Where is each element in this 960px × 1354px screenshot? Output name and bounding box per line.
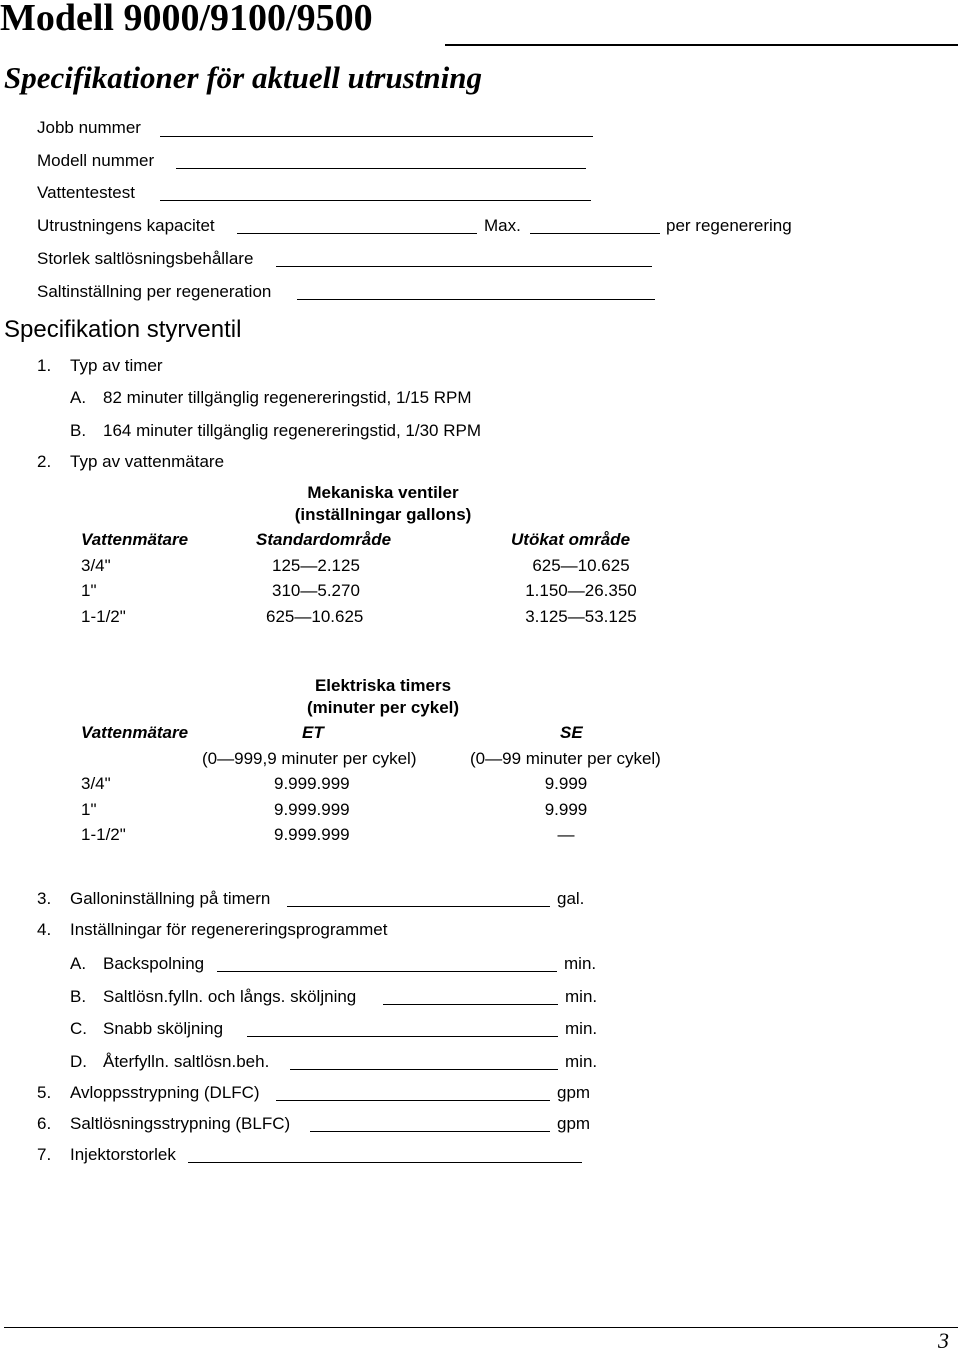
elec-row-et: 9.999.999 — [274, 825, 350, 844]
injector-size-field[interactable] — [188, 1162, 582, 1163]
header-rule — [445, 44, 958, 46]
item3-number: 3. — [37, 889, 52, 908]
capacity-per-label: per regenerering — [666, 216, 792, 235]
mech-table-title: Mekaniska ventiler — [307, 483, 459, 502]
item1-label: Typ av timer — [70, 356, 163, 375]
brine-refill-field[interactable] — [290, 1069, 558, 1070]
item4d-label: Återfylln. saltlösn.beh. — [103, 1052, 270, 1071]
elec-row-se: — — [557, 825, 575, 844]
mech-row-standard: 625—10.625 — [266, 607, 364, 626]
mech-row-meter: 1-1/2" — [81, 607, 126, 626]
item4d-unit: min. — [565, 1052, 598, 1071]
model-number-field[interactable] — [176, 168, 586, 169]
mech-row-extended: 625—10.625 — [532, 556, 630, 575]
item4-number: 4. — [37, 920, 52, 939]
item1b-letter: B. — [70, 421, 87, 440]
elec-subheader-et: (0—999,9 minuter per cykel) — [202, 749, 417, 768]
mech-header-extended: Utökat område — [511, 530, 631, 549]
capacity-field[interactable] — [237, 233, 477, 234]
elec-row-se: 9.999 — [544, 774, 588, 793]
item4-label: Inställningar för regenereringsprogrammet — [70, 920, 388, 939]
mech-row-standard: 125—2.125 — [272, 556, 360, 575]
item3-unit: gal. — [557, 889, 585, 908]
capacity-max-field[interactable] — [530, 233, 660, 234]
item4a-letter: A. — [70, 954, 87, 973]
elec-row-meter: 1" — [81, 800, 97, 819]
salt-setting-label: Saltinställning per regeneration — [37, 282, 272, 301]
elec-row-et: 9.999.999 — [274, 800, 350, 819]
job-number-field[interactable] — [160, 136, 593, 137]
item4a-label: Backspolning — [103, 954, 205, 973]
elec-table-title: Elektriska timers — [314, 676, 452, 695]
brine-tank-size-label: Storlek saltlösningsbehållare — [37, 249, 254, 268]
elec-table-subtitle: (minuter per cykel) — [306, 698, 460, 717]
item3-label: Galloninställning på timern — [70, 889, 271, 908]
item4c-label: Snabb sköljning — [103, 1019, 224, 1038]
mech-row-extended: 3.125—53.125 — [525, 607, 637, 626]
mech-table-subtitle: (inställningar gallons) — [294, 505, 472, 524]
item4b-letter: B. — [70, 987, 87, 1006]
section-title: Specifikationer för aktuell utrustning — [4, 60, 483, 95]
item5-number: 5. — [37, 1083, 52, 1102]
item6-label: Saltlösningsstrypning (BLFC) — [70, 1114, 291, 1133]
water-test-label: Vattentestest — [37, 183, 135, 202]
item1-number: 1. — [37, 356, 52, 375]
elec-row-meter: 3/4" — [81, 774, 111, 793]
item6-unit: gpm — [557, 1114, 591, 1133]
backwash-field[interactable] — [217, 971, 557, 972]
item5-unit: gpm — [557, 1083, 591, 1102]
mech-row-standard: 310—5.270 — [272, 581, 360, 600]
item4b-unit: min. — [565, 987, 598, 1006]
capacity-max-label: Max. — [484, 216, 521, 235]
item4d-letter: D. — [70, 1052, 87, 1071]
item2-label: Typ av vattenmätare — [70, 452, 225, 471]
model-number-label: Modell nummer — [37, 151, 155, 170]
elec-header-et: ET — [302, 723, 324, 742]
mech-header-standard: Standardområde — [256, 530, 392, 549]
elec-row-meter: 1-1/2" — [81, 825, 126, 844]
mech-header-meter: Vattenmätare — [81, 530, 189, 549]
item1a-label: 82 minuter tillgänglig regenereringstid, 1/15 RPM — [103, 388, 472, 407]
item4c-letter: C. — [70, 1019, 87, 1038]
salt-setting-field[interactable] — [297, 299, 655, 300]
item7-label: Injektorstorlek — [70, 1145, 176, 1164]
item7-number: 7. — [37, 1145, 52, 1164]
control-valve-title: Specifikation styrventil — [4, 316, 242, 343]
fast-rinse-field[interactable] — [247, 1036, 558, 1037]
elec-header-meter: Vattenmätare — [81, 723, 189, 742]
job-number-label: Jobb nummer — [37, 118, 141, 137]
page-title: Modell 9000/9100/9500 — [0, 0, 373, 39]
gallon-setting-field[interactable] — [287, 906, 550, 907]
brine-tank-size-field[interactable] — [276, 266, 652, 267]
water-test-field[interactable] — [160, 200, 591, 201]
item4c-unit: min. — [565, 1019, 598, 1038]
item5-label: Avloppsstrypning (DLFC) — [70, 1083, 260, 1102]
item6-number: 6. — [37, 1114, 52, 1133]
elec-header-se: SE — [560, 723, 583, 742]
footer-rule — [4, 1327, 958, 1328]
elec-row-se: 9.999 — [544, 800, 588, 819]
item4a-unit: min. — [564, 954, 597, 973]
item4b-label: Saltlösn.fylln. och långs. sköljning — [103, 987, 357, 1006]
item1b-label: 164 minuter tillgänglig regenereringstid, 1/30 RPM — [103, 421, 481, 440]
mech-row-meter: 1" — [81, 581, 97, 600]
mech-row-extended: 1.150—26.350 — [525, 581, 637, 600]
mech-row-meter: 3/4" — [81, 556, 111, 575]
brine-fill-rinse-field[interactable] — [383, 1004, 558, 1005]
elec-subheader-se: (0—99 minuter per cykel) — [470, 749, 661, 768]
item1a-letter: A. — [70, 388, 87, 407]
dlfc-field[interactable] — [276, 1100, 550, 1101]
item2-number: 2. — [37, 452, 52, 471]
elec-row-et: 9.999.999 — [274, 774, 350, 793]
page-number: 3 — [938, 1328, 949, 1353]
capacity-label: Utrustningens kapacitet — [37, 216, 215, 235]
blfc-field[interactable] — [310, 1131, 550, 1132]
